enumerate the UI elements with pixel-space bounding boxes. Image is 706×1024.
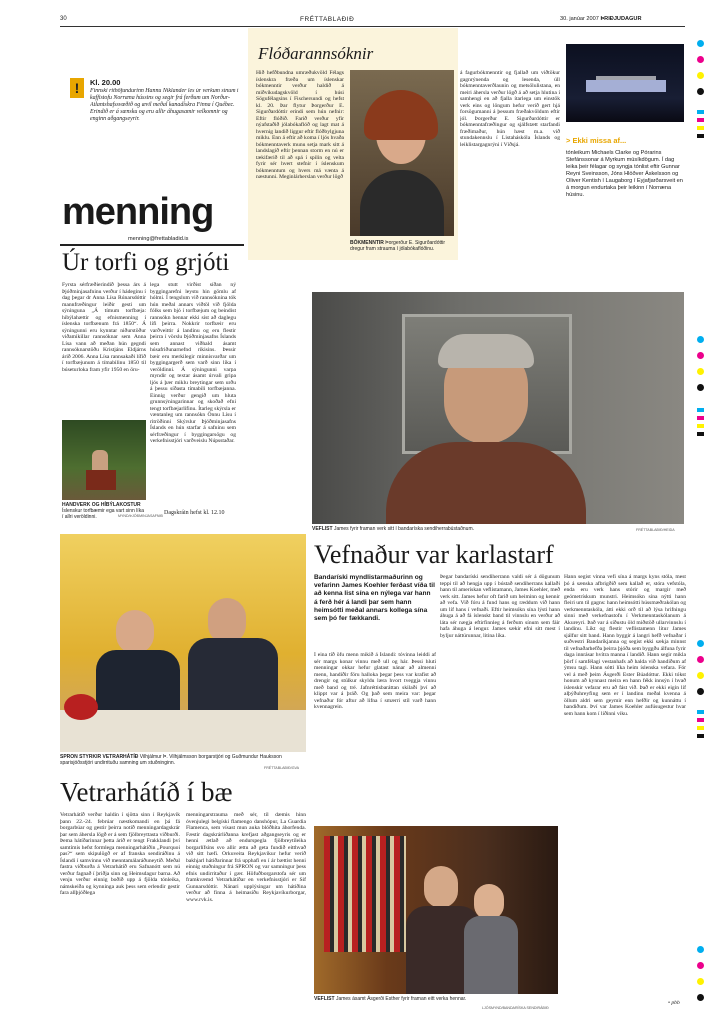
registration-dot xyxy=(697,672,704,679)
weavers-photo xyxy=(314,826,558,994)
registration-dot xyxy=(697,352,704,359)
registration-dot xyxy=(697,656,704,663)
vefnadur-signature: • pbb xyxy=(668,1000,680,1006)
registration-dot xyxy=(697,40,704,47)
koehler-caption: VEFLIST James fyrir framan verk sitt í bandaríska sendiherrabústaðnum. xyxy=(312,526,475,532)
registration-bar xyxy=(697,432,704,436)
registration-dot xyxy=(697,384,704,391)
ekki-text: tónleikum Michaels Clarke og Pórarins Stefánssonar á Myrkum músíkdögum. Í dag leika þeir félagar og syngja tónlist eftir Gunnar Reyni Sveinsson, Jóns Hlöðver Áskelsson og Oliver Kentish í Laugaborg í Eyjafjarðarsveit en á morgun endurtaka þeir leikinn í Norræna húsinu. xyxy=(566,150,683,198)
flod-caption: BÓKMENNTIR Þorgerður E. Sigurðardóttir dregur fram strauma í jólabókaflóðinu. xyxy=(350,240,446,252)
weavers-caption: VEFLIST James ásamt Ásgerði Esther fyrir framan eitt verka hennar. xyxy=(314,996,467,1002)
paper-name: FRÉTTABLAÐIÐ xyxy=(300,16,355,23)
registration-bar xyxy=(697,118,704,122)
notice-time: Kl. 20.00 xyxy=(90,78,121,87)
section-email: menning@frettabladid.is xyxy=(128,236,189,242)
section-title: menning xyxy=(62,191,214,233)
torfi-credit: MYND/ÞJÓÐMINJASAFNIÐ xyxy=(118,514,164,518)
spron-credit: FRÉTTABLAÐIÐ/GVA xyxy=(264,766,300,770)
torfi-col1: Fyrsta sérfræðierindið þessa árs á Þjóðminjasafninu verður í hádeginu í dag þegar dr Anna Lísa Rúnarsdóttir mannfræðingur leiðir gesti um sýninguna „Á tímum torfbæja: híbýlahættir og efnismenning í íslenska torfbænum frá 1850“. Á sýningunni eru kynntar niðurstöður viðamikillar rannsóknar sem Anna Lísa vann að meðan hún gegndi rannsóknarstöðu Kristjáns Eldjárns árið 2006. Anna Lísa rannsakaði lífið í torfbæjunum á tímabilinu 1850 til búseturloka fram yfir 1950 en öru- xyxy=(62,282,146,373)
vefnadur-col2: Þegar bandaríski sendiherrann valdi sér á dögunum teppi til að hengja upp í bústað sendiherrans kallaði hann til amerískan veflistamann, James Koehler, með verk sitt. James hefur oft farið um heiminn og kennir að vefa. Við fóru á fund hans og ræddum við hann um líf hans í vefnaði. Eftir heimsókn sína lýsti hann áhuga á að fá íslenskt band til vinnslu en verður að láta sér nægja eftirfinnleg á ferðum sínum sem fáir hafa áhuga á lengur. James sækir efni sitt mest í byljur náttúrunnar, litina líka. xyxy=(440,574,560,639)
ekki-title: > Ekki missa af... xyxy=(566,136,627,145)
koehler-portrait xyxy=(312,292,684,524)
registration-bar xyxy=(697,734,704,738)
torfi-col2: lega stutt virðist síðan ný byggingarefni leystu hin gömlu af hólmi. Í tengslum við rannsóknina tók hún meðal annars viðtöl við fjölda fólks sem bjó í torfbæjum og beindist rannsókn hennar ekki síst að daglegu lífi þeirra. Nokkrir torfbæir eru varðveittir á landinu og eru flestir þeirra í vörslu Þjóðminjasafns Íslands sem annast viðhald ásamt húsafriðunarnefnd ríkisins. Þessir bæir eru merkilegir minnisvarðar um byggingargerð sem varð sinn líka í veröldinni. Á sýningunni varpa myndir og textar ásamt úrvali gripa ljós á þær miklu breytingar sem urðu á þessu síðasta tímabili torfbæjanna. Einnig verður gengið um hluta grunnsýningarinnar og skoðað efni tengt torfbæjarlífinu. Ítarleg skýrsla er væntanleg um rannsókn Önnu Lísu í ritröðinni Skýrslur Þjóðminjasafns Íslands en hún starfar á safninu sem sérfræðingur í byggingarsögu og verkefnisstjóri varðveislu Núpsstaðar. xyxy=(150,282,236,444)
header-date: 30. janúar 2007 ÞRIÐJUDAGUR xyxy=(560,16,642,22)
vetrar-col2: menningarstrauma með sér, til dæmis hinn óvenjulegi belgíski flamengo danshópur, La Guardia Flamenca, sem vísast mun auka blóðhita áhorfenda. Fæstir dagskrárliðanna krefjast aðgangseyris og er henni ætlað að endurspegla fjölbreytileika borgarlífsins svo allir ættu að geta fundið eitthvað við sitt hæfi. Orkuveita Reykjavíkur hefur verið bakhjarl hátíðarinnar frá upphafi en í ár bættist henni einnig stuðningur frá SPRON og var samningur þess efnis undirritaður í gær. Höfuðborgarstofa sér um framkvæmd Vetrarhátíðar en verkefnisstjóri er Sif Gunnarsdóttir. Nánari upplýsingar um hátíðina verður að finna á heimasíðu Reykjavíkurborgar, www.rvk.is. xyxy=(186,812,306,903)
weavers-credit: LJÓSMYND/BANDARÍSKA SENDIRÁÐIÐ xyxy=(482,1006,549,1010)
spron-caption: SPRON STYRKIR VETRARHÁTÍÐ Vilhjálmur Þ. Vilhjálmsson borgarstjóri og Guðmundur Hauksson sparisjóðsstjóri undirrituðu samning um stuðninginn. xyxy=(60,754,282,766)
registration-bar xyxy=(697,726,704,730)
registration-dot xyxy=(697,88,704,95)
registration-dot xyxy=(697,962,704,969)
registration-dot xyxy=(697,688,704,695)
vefnadur-title: Vefnaður var karlastarf xyxy=(314,540,554,569)
notice-icon: ! xyxy=(70,78,84,98)
flod-col1: Hið hefðbundna umræðukvöld Félags íslenskra fræða um íslenskar bókmenntir verður haldið á miðvikudagskvöld í húsi Sögufélagsins í Fischersundi og hefst kl. 20. Þar flytur Þorgerður E. Sigurðardóttir erindi sem hún nefnir: Eftir flóðið. Farið verður yfir nýafstaðið jólabókaflóð og lagt mat á hvernig landið liggur eftir flóðbylgjuna miklu. Enn á eftir að koma í ljós hvaða bókmenntaverk munu setja mark sitt á landslagið eftir þennan storm en nú er tækifærið til að spá í spilin og velta fyrir sér hvert stefnir í íslenskum bókmenntum og hvers má vænta á næstunni. Meginlárherslan verður lögð xyxy=(256,70,344,180)
concert-hall-photo xyxy=(566,44,684,122)
registration-bar xyxy=(697,134,704,138)
torfi-caption: HANDVERK OG HÍBÝLAKOSTUR Íslenskur torfbæmir ega vart sinn líka í allri veröldinni. xyxy=(62,502,144,520)
registration-bar xyxy=(697,126,704,130)
registration-dot xyxy=(697,72,704,79)
flod-title: Flóðarannsóknir xyxy=(258,44,374,63)
vetrar-col1: Vetrarhátíð verður haldin í sjötta sinn í Reykjavík þann 22.-24. febrúar næstkomandi en þá fá borgarbúar og gestir þeirra notið menningardagskrár þar sem áhersla lögð er á sem fjölbreyttasta viðburði. Þema hátíðarinnar þetta árið er tengt Frakklandi því samtímis hefst formlega menningarhátíðin „Pourquoi pas?“ sem skipulögð er af franska sendiráðinu á Íslandi í samvinnu við menntamálaráðuneytið. Meðal fastra viðburða á Vetrarhátíð eru Safnanótt sem nú verður fagnað í þriðja sinn og Heimsdagur barna. Að venju verður einnig boðið upp á fjölda tónleika, námskeiða og kynninga auk þess sem erlendir gestir fara allþjóðlega xyxy=(60,812,180,896)
registration-dot xyxy=(697,56,704,63)
header-rule xyxy=(60,26,685,27)
registration-dot xyxy=(697,994,704,1001)
torfi-title: Úr torfi og grjóti xyxy=(62,249,230,276)
registration-bar xyxy=(697,408,704,412)
turf-house-photo xyxy=(62,420,146,500)
author-portrait xyxy=(350,70,454,236)
registration-bar xyxy=(697,110,704,114)
registration-bar xyxy=(697,710,704,714)
registration-bar xyxy=(697,416,704,420)
registration-bar xyxy=(697,424,704,428)
section-rule xyxy=(60,244,244,246)
spron-signing-photo xyxy=(60,534,306,752)
vefnadur-col3: Hann segist vinna vefi sína á margs kyns stóla, mest þó á sænska afbrigðið sem kallað er, stóra vefstóla, enda eru verk hans stórir og margir með geómetrískum munstri. Heimsókn sína nýtti hann fleiri um til gagns: hann heimsótti hússmæðrakólan og verkmenntaskóla, átti ekki orð til að lýsa hrifningu sinni með verkefnastofu í Verkmenntaskólanum á Akureyri. Það var á síðustu öld miðstöð ullarvinnslu í landinu. Líkt og flestir veflistamenn lítur James sjálfur sitt band. Hann byggir á langri hefð vefnaðar í suðvestri Bandaríkjanna og segist ekki sækja minnst til vefnaðarhefðа þeirra þjóða sem byggðu álfuna fyrir daga innrásar hvítra manna í landið. Hann segir mikla þörf í samfélagi vestanhafs að halda við handiðum af ýmsu tagi. Hann sótti líka heim íslenska vefara. Fór vel á með þeim Ásgerði Ester Búadóttur. Ekki tókst honum að kynnast meira en hann fékk innsýn í hvað íslenskir vefarar eru að fást við. Það er ekki eigin líf alþýðuhreyfing sem er í landinu meðal kvenna á öllum aldri sem geymir enn hefðir og kunnáttu í handiðum. Því var James Koehler aufúsugestur hvar sem hann kom í liðinni viku. xyxy=(564,574,686,717)
registration-dot xyxy=(697,978,704,985)
notice-text: Finnski rithöfundurinn Hannu Niklander les úr verkum sínum í kaffistofu Norræna hússins og segir frá ferðum um Norður-Atlantshafssvæðið og ævil meðal kanadískra Finna í Québec. Erindið er á sænsku og eru allir áhugasamir velkomnir og enginn aðgangseyrir. xyxy=(90,88,239,122)
registration-dot xyxy=(697,946,704,953)
koehler-credit: FRÉTTABLAÐIÐ/HEIDA xyxy=(636,528,675,532)
registration-dot xyxy=(697,368,704,375)
vefnadur-col1: Í eina tíð öfu menn mikið á Íslandi: tóvinna leiddi af sér margs konar vinnu með ull og hár. Þessi hluti menningar okkar hefur glatast nánar að almenni menn, handiðir föru hallokа þegar þess var krafist að drengir og stúlkur skyldu læra hvort tveggja vinnu með band og tré. Jafnréttisbaráttan skilaði því að klippt var á þráð. Og það sem meira var: þegar vefnaður fór aftur að lifna í smærri stíl varð hann kvennagrein. xyxy=(314,652,436,710)
page-number: 30 xyxy=(60,16,67,22)
registration-dot xyxy=(697,336,704,343)
registration-bar xyxy=(697,718,704,722)
vetrar-title: Vetrarhátíð í bæ xyxy=(60,777,233,807)
vefnadur-lede: Bandaríski myndlistarmaðurinn og vefarinn James Koehler ferðast víða til að kenna list sína en nýlega var hann á ferð hér á landi þar sem hann heimsótti meðal annars kollega sína sem þó fer fækkandi. xyxy=(314,574,435,623)
registration-dot xyxy=(697,640,704,647)
flod-col2: á fagurbókmenntir og fjallað um viðtökur gagnrýnenda og lesenda, úll bókmenntaverðlaunin og metsölulistana, en meiri áhersla verður lögð á að setja hlutina í samhengi en að fjalla ítarlega um einstök verk eins og löngum hefur verið gert hjá forsögumanni á þessum fræðakvöldum eftir jól. Þorgerður E. Sigurðardóttir er bókmenntafræðingur og sjálfstætt starfandi fræðimaður, hún hæst m.a. við stundakennslu í Listaháskóla Íslands og leiklistargagnrýni í Víðsjá. xyxy=(460,70,560,148)
torfi-time: Dagskráin hefst kl. 12.10 xyxy=(164,510,225,516)
